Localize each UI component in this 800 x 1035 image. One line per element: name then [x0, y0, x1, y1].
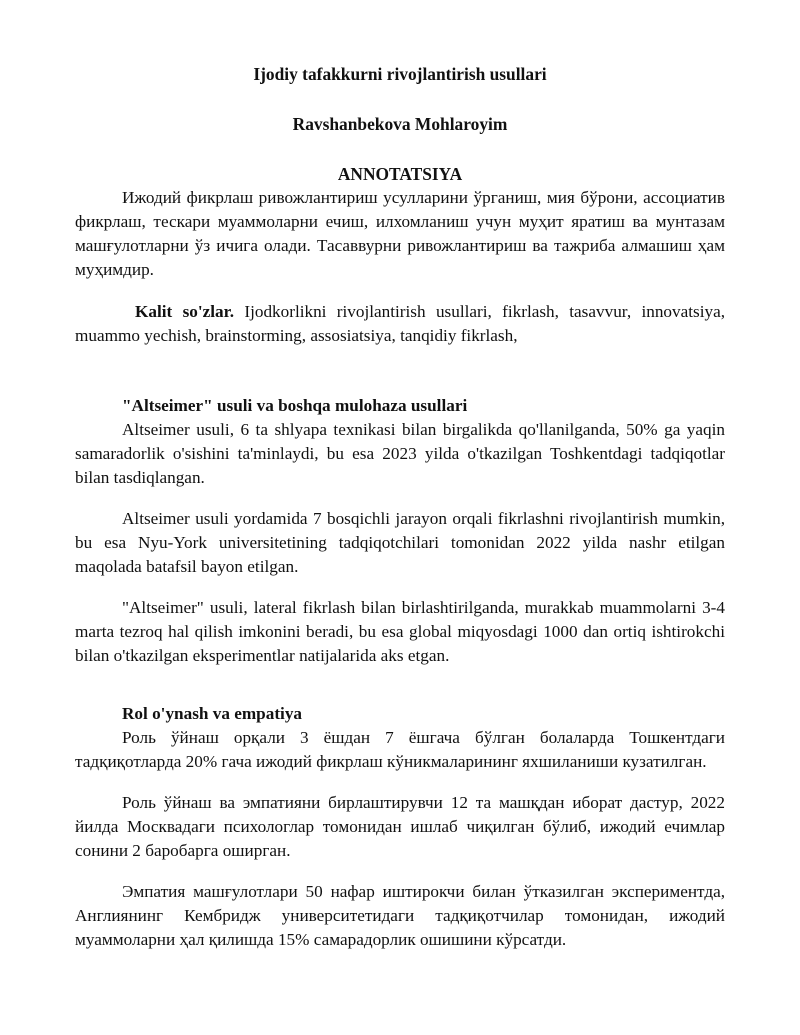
section1-paragraph-1: Altseimer usuli, 6 ta shlyapa texnikasi bilan birgalikda qo'llanilganda, 50% ga yaqin samaradorlik o'sishini ta'minlaydi, bu esa 2023 yilda o'tkazilgan Toshkentdagi tadqiqotlar bilan tasdiqlangan.	[75, 420, 725, 487]
section2-paragraph-3: Эмпатия машғулотлари 50 нафар иштирокчи билан ўтказилган экспериментда, Англиянинг Кембридж университетидаги тадқиқотчилар томонидан, ижодий муаммоларни ҳал қилишда 15% самарадорлик ошишини кўрсатди.	[75, 882, 725, 949]
document-author: Ravshanbekova Mohlaroyim	[292, 114, 508, 134]
section2-heading: Rol o'ynash va empatiya	[122, 704, 303, 723]
keywords-paragraph	[75, 300, 725, 348]
document-title: Ijodiy tafakkurni rivojlantirish usullari	[253, 64, 547, 84]
annotation-paragraph: Ижодий фикрлаш ривожлантириш усулларини ўрганиш, мия бўрони, ассоциатив фикрлаш, тескари муаммоларни ечиш, илхомланиш учун муҳит яратиш ва мунтазам машғулотларни ўз ичига олади. Тасаввурни ривожлантириш ва тажриба алмашиш ҳам муҳимдир.	[75, 188, 725, 279]
section1-paragraph-2: Altseimer usuli yordamida 7 bosqichli jarayon orqali fikrlashni rivojlantirish mumkin, bu esa Nyu-York universitetining tadqiqotchilari tomonidan 2022 yilda nashr etilgan maqolada batafsil bayon etilgan.	[75, 509, 725, 576]
keywords-text: Ijodkorlikni rivojlantirish usullari, fikrlash, tasavvur, innovatsiya, muammo yechish, brainstorming, assosiatsiya, tanqidiy fikrlash,	[75, 302, 725, 345]
section2-paragraph-2: Роль ўйнаш ва эмпатияни бирлаштирувчи 12 та машқдан иборат дастур, 2022 йилда Москвадаги психологлар томонидан ишлаб чиқилган бўлиб, ижодий ечимлар сонини 2 баробарга оширган.	[75, 793, 725, 860]
section2-paragraph-1: Роль ўйнаш орқали 3 ёшдан 7 ёшгача бўлган болаларда Тошкентдаги тадқиқотларда 20% гача ижодий фикрлаш кўникмаларининг яхшиланиши кузатилган.	[75, 728, 725, 771]
keywords-label: Kalit so'zlar.	[135, 302, 234, 321]
section1-paragraph-3: "Altseimer" usuli, lateral fikrlash bilan birlashtirilganda, murakkab muammolarni 3-4 marta tezroq hal qilish imkonini beradi, bu esa global miqyosdagi 1000 dan ortiq ishtirokchi bilan o'tkazilgan eksperimentlar natijalarida aks etgan.	[75, 598, 725, 665]
annotation-heading: ANNOTATSIYA	[337, 164, 463, 184]
section1-heading: "Altseimer" usuli va boshqa mulohaza usullari	[122, 396, 468, 415]
